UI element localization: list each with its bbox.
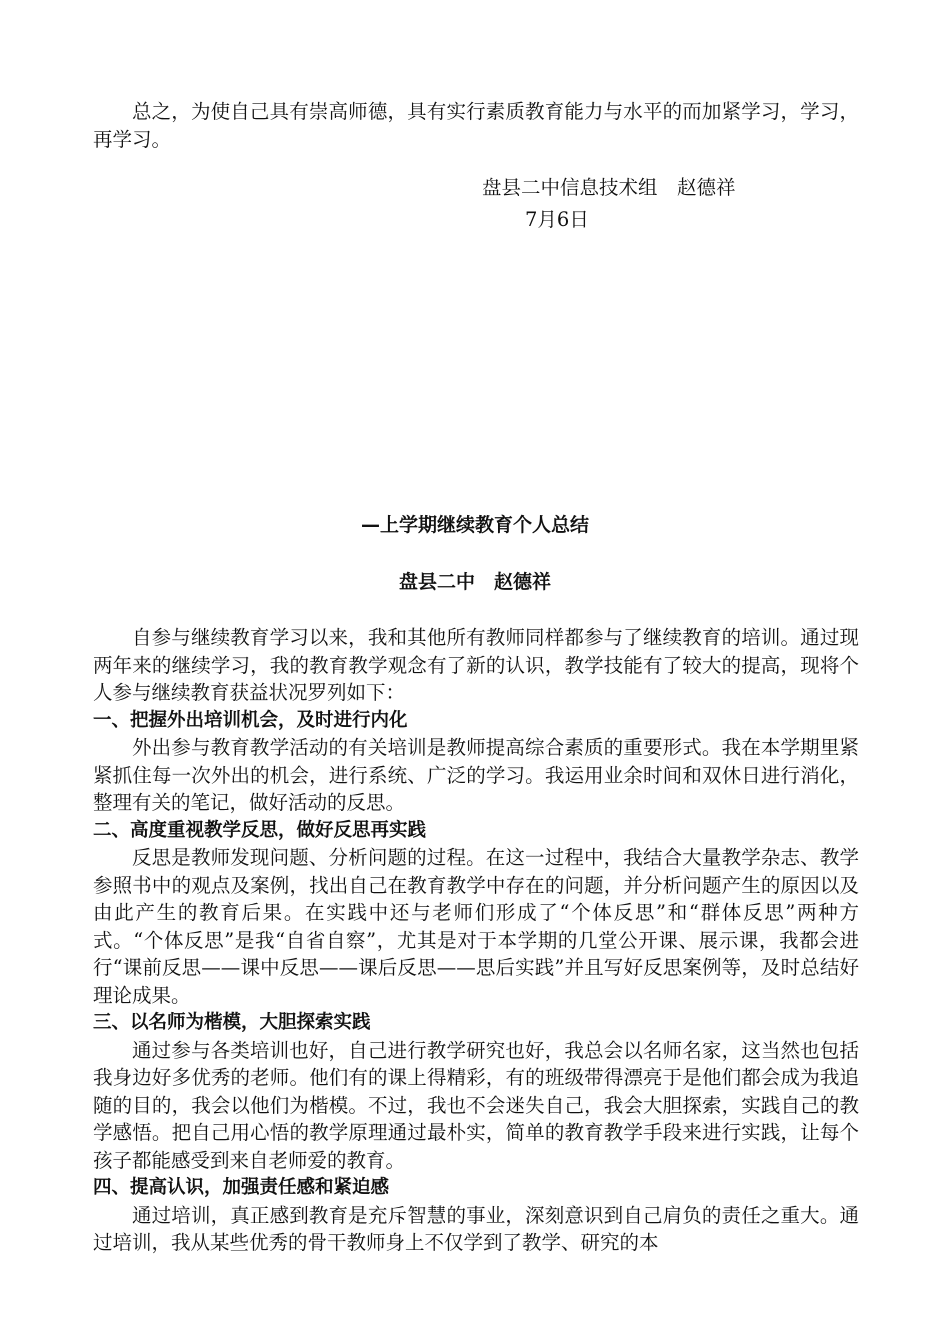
section-paragraph: 反思是教师发现问题、分析问题的过程。在这一过程中，我结合大量教学杂志、教学参照书中的观点及案例，找出自己在教育教学中存在的问题，并分析问题产生的原因以及由此产生的教育后果。在实践中还与老师们形成了“个体反思”和“群体反思”两种方式。“个体反思”是我“自省自察”，尤其是对于本学期的几堂公开课、展示课，我都会进行“课前反思——课中反思——课后反思——思后实践”并且写好反思案例等，及时总结好理论成果。 <box>93 846 859 1007</box>
article-title: —上学期继续教育个人总结 <box>360 514 589 536</box>
section-heading: 一、把握外出培训机会，及时进行内化 <box>93 709 408 731</box>
closing-paragraph: 总之，为使自己具有崇高师德，具有实行素质教育能力与水平的而加紧学习，学习，再学习。 <box>93 100 859 151</box>
section-paragraph: 通过培训，真正感到教育是充斥智慧的事业，深刻意识到自己肩负的责任之重大。通过培训，我从某些优秀的骨干教师身上不仅学到了教学、研究的本 <box>93 1203 859 1254</box>
section-heading: 二、高度重视教学反思，做好反思再实践 <box>93 819 427 841</box>
section-heading: 四、提高认识，加强责任感和紧迫感 <box>93 1177 390 1198</box>
section-paragraph: 外出参与教育教学活动的有关培训是教师提高综合素质的重要形式。我在本学期里紧紧抓住每一次外出的机会，进行系统、广泛的学习。我运用业余时间和双休日进行消化，整理有关的笔记，做好活动的反思。 <box>93 736 859 814</box>
section-heading: 三、以名师为楷模，大胆探索实践 <box>93 1012 371 1033</box>
article-byline: 盘县二中 赵德祥 <box>398 571 551 593</box>
intro-paragraph: 自参与继续教育学习以来，我和其他所有教师同样都参与了继续教育的培训。通过现两年来的继续学习，我的教育教学观念有了新的认识，教学技能有了较大的提高，现将个人参与继续教育获益状况罗列如下： <box>93 626 859 704</box>
signature-date: 7月6日 <box>525 208 589 231</box>
section-paragraph: 通过参与各类培训也好，自己进行教学研究也好，我总会以名师名家，这当然也包括我身边好多优秀的老师。他们有的课上得精彩，有的班级带得漂亮于是他们都会成为我追随的目的，我会以他们为楷模。不过，我也不会迷失自己，我会大胆探索，实践自己的教学感悟。把自己用心悟的教学原理通过最朴实，简单的教育教学手段来进行实践，让每个孩子都能感受到来自老师爱的教育。 <box>93 1038 859 1172</box>
signature-author: 盘县二中信息技术组 赵德祥 <box>482 176 736 199</box>
article-body <box>93 624 859 1257</box>
